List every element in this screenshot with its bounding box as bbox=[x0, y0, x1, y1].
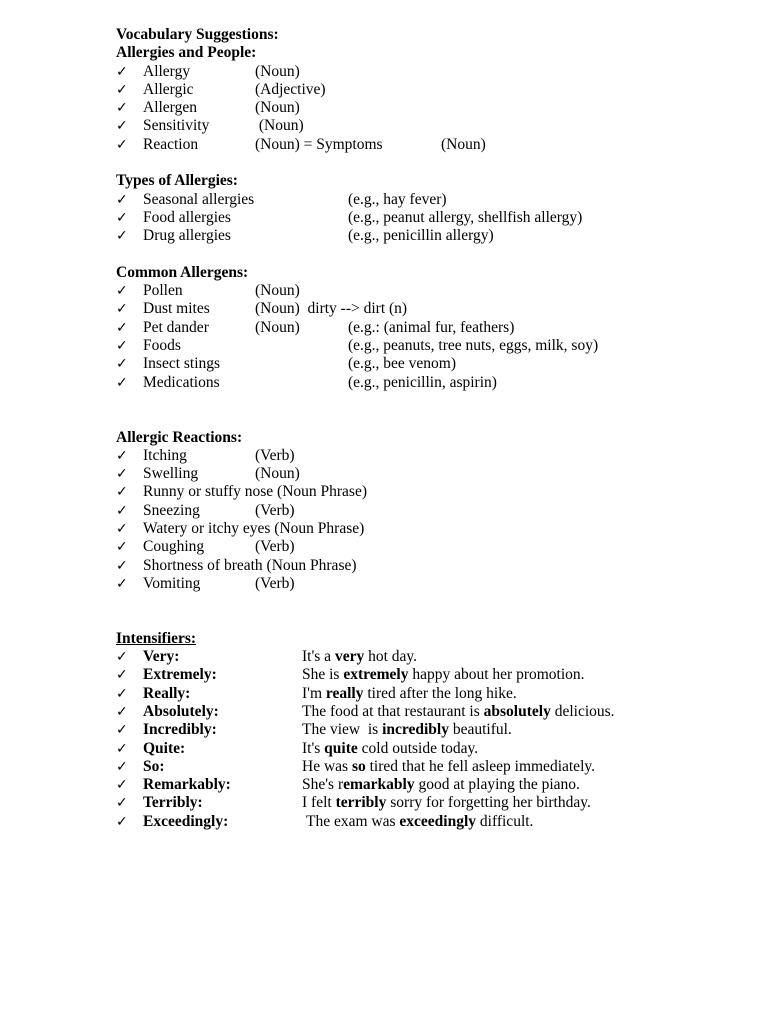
intensifier-term: Exceedingly: bbox=[143, 812, 229, 830]
checkmark-icon: ✓ bbox=[116, 703, 128, 720]
list-item bbox=[116, 99, 736, 117]
term: Reaction bbox=[143, 135, 199, 153]
example-sentence: He was so tired that he fell asleep immediately. bbox=[302, 757, 595, 775]
part-of-speech: (Verb) bbox=[255, 446, 295, 464]
term: Allergen bbox=[143, 99, 197, 117]
part-of-speech: (Noun) bbox=[255, 117, 304, 135]
example-sentence: She's remarkably good at playing the piano. bbox=[302, 776, 580, 794]
checkmark-icon: ✓ bbox=[116, 228, 128, 245]
list-item bbox=[116, 483, 736, 501]
example: (e.g., peanuts, tree nuts, eggs, milk, soy) bbox=[348, 337, 599, 355]
term: Food allergies bbox=[143, 208, 231, 226]
types-heading: Types of Allergies: bbox=[116, 172, 238, 190]
checkmark-icon: ✓ bbox=[116, 667, 128, 684]
checkmark-icon: ✓ bbox=[116, 338, 128, 355]
checkmark-icon: ✓ bbox=[116, 557, 128, 574]
part-of-speech: (Noun) bbox=[255, 318, 300, 336]
part-of-speech: (Verb) bbox=[255, 538, 295, 556]
example-sentence: She is extremely happy about her promotion. bbox=[302, 666, 585, 684]
checkmark-icon: ✓ bbox=[116, 374, 128, 391]
checkmark-icon: ✓ bbox=[116, 484, 128, 501]
checkmark-icon: ✓ bbox=[116, 63, 128, 80]
term: Seasonal allergies bbox=[143, 190, 255, 208]
term: Pet dander bbox=[143, 318, 209, 336]
example-sentence: I felt terribly sorry for forgetting her birthday. bbox=[302, 794, 591, 812]
list-item bbox=[116, 538, 736, 556]
intensifier-term: Quite: bbox=[143, 739, 186, 757]
list-item bbox=[116, 337, 736, 355]
checkmark-icon: ✓ bbox=[116, 649, 128, 666]
list-item bbox=[116, 758, 736, 776]
term: Swelling bbox=[143, 465, 199, 483]
term: Runny or stuffy nose (Noun Phrase) bbox=[143, 483, 368, 501]
checkmark-icon: ✓ bbox=[116, 100, 128, 117]
checkmark-icon: ✓ bbox=[116, 539, 128, 556]
term: Itching bbox=[143, 446, 187, 464]
checkmark-icon: ✓ bbox=[116, 447, 128, 464]
example-sentence: It's quite cold outside today. bbox=[302, 739, 479, 757]
part-of-speech: (Verb) bbox=[255, 501, 295, 519]
example: (e.g.: (animal fur, feathers) bbox=[348, 318, 515, 336]
example: (e.g., penicillin allergy) bbox=[348, 227, 494, 245]
checkmark-icon: ✓ bbox=[116, 356, 128, 373]
intensifier-term: Incredibly: bbox=[143, 721, 217, 739]
part-of-speech: (Noun) = Symptoms bbox=[255, 135, 383, 153]
checkmark-icon: ✓ bbox=[116, 685, 128, 702]
intensifier-term: Terribly: bbox=[143, 794, 203, 812]
example: (e.g., hay fever) bbox=[348, 190, 447, 208]
example-sentence: It's a very hot day. bbox=[302, 648, 418, 666]
part-of-speech: (Adjective) bbox=[255, 80, 326, 98]
list-item bbox=[116, 557, 736, 575]
list-item bbox=[116, 721, 736, 739]
list-item bbox=[116, 319, 736, 337]
list-item bbox=[116, 63, 736, 81]
part-of-speech: (Noun) bbox=[255, 282, 300, 300]
checkmark-icon: ✓ bbox=[116, 777, 128, 794]
term: Dust mites bbox=[143, 300, 210, 318]
intensifier-term: Absolutely: bbox=[143, 702, 219, 720]
intensifier-term: Really: bbox=[143, 684, 191, 702]
list-item bbox=[116, 355, 736, 373]
allergic-reactions-heading: Allergic Reactions: bbox=[116, 428, 243, 446]
term: Shortness of breath (Noun Phrase) bbox=[143, 556, 357, 574]
list-item bbox=[116, 227, 736, 245]
part-of-speech: (Noun) bbox=[255, 99, 300, 117]
checkmark-icon: ✓ bbox=[116, 301, 128, 318]
list-item bbox=[116, 794, 736, 812]
allergies-people-heading: Allergies and People: bbox=[116, 44, 257, 62]
checkmark-icon: ✓ bbox=[116, 740, 128, 757]
list-item bbox=[116, 465, 736, 483]
example-sentence: The food at that restaurant is absolutely delicious. bbox=[302, 702, 615, 720]
list-item bbox=[116, 300, 736, 318]
intensifiers-heading: Intensifiers: bbox=[116, 629, 197, 647]
checkmark-icon: ✓ bbox=[116, 136, 128, 153]
list-item bbox=[116, 282, 736, 300]
part-of-speech: (Verb) bbox=[255, 574, 295, 592]
checkmark-icon: ✓ bbox=[116, 575, 128, 592]
term: Medications bbox=[143, 373, 220, 391]
list-item bbox=[116, 136, 736, 154]
checkmark-icon: ✓ bbox=[116, 795, 128, 812]
list-item bbox=[116, 575, 736, 593]
list-item bbox=[116, 740, 736, 758]
part-of-speech: (Noun) dirty --> dirt (n) bbox=[255, 300, 408, 318]
example: (e.g., penicillin, aspirin) bbox=[348, 373, 497, 391]
vocab-title: Vocabulary Suggestions: bbox=[116, 26, 279, 43]
part-of-speech: (Noun) bbox=[255, 62, 300, 80]
term: Sneezing bbox=[143, 501, 200, 519]
list-item bbox=[116, 191, 736, 209]
list-item bbox=[116, 703, 736, 721]
term: Pollen bbox=[143, 282, 183, 300]
list-item bbox=[116, 374, 736, 392]
intensifier-term: Extremely: bbox=[143, 666, 217, 684]
part-of-speech: (Noun) bbox=[255, 465, 300, 483]
list-item bbox=[116, 666, 736, 684]
document-page bbox=[116, 26, 736, 831]
intensifier-term: Very: bbox=[143, 648, 180, 666]
checkmark-icon: ✓ bbox=[116, 722, 128, 739]
term: Drug allergies bbox=[143, 227, 231, 245]
example-sentence: The exam was exceedingly difficult. bbox=[306, 812, 534, 830]
term: Vomiting bbox=[143, 574, 201, 592]
example: (e.g., bee venom) bbox=[348, 355, 457, 373]
common-allergens-heading: Common Allergens: bbox=[116, 263, 249, 281]
list-item bbox=[116, 81, 736, 99]
term: Coughing bbox=[143, 538, 205, 556]
example-sentence: I'm really tired after the long hike. bbox=[302, 684, 517, 702]
term: Allergic bbox=[143, 80, 194, 98]
list-item bbox=[116, 813, 736, 831]
list-item bbox=[116, 447, 736, 465]
checkmark-icon: ✓ bbox=[116, 521, 128, 538]
list-item bbox=[116, 685, 736, 703]
intensifier-term: Remarkably: bbox=[143, 776, 231, 794]
list-item bbox=[116, 209, 736, 227]
term: Foods bbox=[143, 337, 181, 355]
checkmark-icon: ✓ bbox=[116, 209, 128, 226]
example: (e.g., peanut allergy, shellfish allergy) bbox=[348, 208, 583, 226]
checkmark-icon: ✓ bbox=[116, 118, 128, 135]
term: Insect stings bbox=[143, 355, 221, 373]
example-sentence: The view is incredibly beautiful. bbox=[302, 721, 512, 739]
checkmark-icon: ✓ bbox=[116, 466, 128, 483]
list-item bbox=[116, 648, 736, 666]
intensifier-term: So: bbox=[143, 757, 165, 775]
checkmark-icon: ✓ bbox=[116, 191, 128, 208]
checkmark-icon: ✓ bbox=[116, 813, 128, 830]
term: Allergy bbox=[143, 62, 191, 80]
part-of-speech-extra: (Noun) bbox=[441, 135, 486, 153]
term: Sensitivity bbox=[143, 117, 210, 135]
list-item bbox=[116, 776, 736, 794]
checkmark-icon: ✓ bbox=[116, 502, 128, 519]
term: Watery or itchy eyes (Noun Phrase) bbox=[143, 520, 365, 538]
checkmark-icon: ✓ bbox=[116, 758, 128, 775]
checkmark-icon: ✓ bbox=[116, 283, 128, 300]
checkmark-icon: ✓ bbox=[116, 81, 128, 98]
list-item bbox=[116, 117, 736, 135]
checkmark-icon: ✓ bbox=[116, 319, 128, 336]
list-item bbox=[116, 520, 736, 538]
list-item bbox=[116, 502, 736, 520]
